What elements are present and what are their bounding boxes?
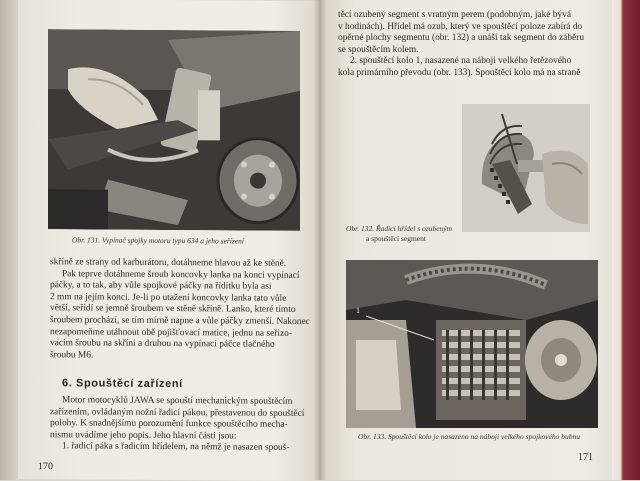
text-line: v hodinách). Hřídel má ozub, který ve spouštěcí poloze zabírá do <box>338 21 583 32</box>
text-line: opěrné plochy segmentu (obr. 132) a unáší tak segment do záběru <box>338 33 585 44</box>
text-line: 2. spouštěcí kolo 1, nasazené na náboji velkého řetězového <box>350 56 572 67</box>
clutch-engine-image <box>48 29 300 231</box>
text-line: Motor motocyklů JAWA se spouští mechanickým spouštěcím <box>62 395 293 407</box>
figure-133-caption: Obr. 133. Spouštěcí kolo je nasazeno na náboji velkého spojkového bubnu <box>358 432 581 441</box>
text-line: se spouštěcím kolem. <box>338 44 419 55</box>
text-line: 2 mm na jejím konci. Je-li po utažení koncovky lanka tato vůle <box>50 291 287 304</box>
section-heading: 6. Spouštěcí zařízení <box>62 377 183 391</box>
text-line: těcí ozubený segment s vratným perem (podobným, jaké bývá <box>338 10 572 20</box>
figure-131-caption: Obr. 131. Vypínač spojky motoru typu 634 a jeho seřízení <box>72 235 244 246</box>
text-line: šroubem prochází, se tím mírně napne a vůle páčky zmenší. Nakonec <box>50 315 310 327</box>
figure-131-photo <box>48 29 300 231</box>
figure-132-photo <box>462 104 590 232</box>
text-line: šroubu M6. <box>50 349 94 361</box>
figure-133-photo <box>346 260 598 428</box>
gear-segment-image <box>462 104 590 232</box>
book-cover-edge <box>612 0 640 480</box>
text-line: kola primárního převodu (obr. 133). Spouštěcí kolo má na straně <box>338 67 581 78</box>
text-line: páčky, a to tak, aby vůle spojkové páčky na řídítku byla asi <box>50 280 272 292</box>
right-top-paragraph <box>338 10 590 80</box>
book-gutter <box>314 0 326 480</box>
clutch-drum-image <box>346 260 598 428</box>
text-line: nismu uvádíme jeho popis. Jeho hlavní části jsou: <box>50 429 237 442</box>
text-line: skříně ze strany od karburátoru, dotáhneme hlavou až ke stěně. <box>50 257 287 269</box>
section-paragraph <box>50 395 312 455</box>
figure-132-caption <box>346 224 466 244</box>
text-line: 1. řadicí páka s řadicím hřídelem, na němž je nasazen spouš- <box>62 441 290 454</box>
text-line: vacím šroubu na skříni a druhou na vypínací páčce tlačného <box>50 338 275 350</box>
right-page <box>320 0 612 480</box>
text-line: zařízením, ovládaným nožní řadicí pákou, přestavenou do spouštěcí <box>50 406 305 419</box>
text-line: větší, seřídí se jemně šroubem ve stěně skříně. Lanko, které tímto <box>50 303 296 316</box>
left-page <box>18 0 320 481</box>
figure-132-caption-line: Obr. 132. Řadicí hřídel s ozubeným <box>346 224 453 233</box>
figure-133-label: 1 <box>356 306 360 315</box>
figure-132-caption-line: a spouštěcí segment <box>366 234 426 243</box>
left-paragraph <box>50 257 310 363</box>
text-line: Pak teprve dotáhneme šroub koncovky lanka na konci vypínací <box>62 268 300 281</box>
book-edge-left <box>0 0 18 480</box>
page-number-left: 170 <box>38 461 53 473</box>
text-line: polohy. K snadnějšímu porozumění funkce spouštěcího mecha- <box>50 418 288 431</box>
page-number-right: 171 <box>578 452 593 463</box>
text-line: nezapomeňme utáhnout obě pojišťovací matice, jednu na seřizo- <box>50 326 292 339</box>
